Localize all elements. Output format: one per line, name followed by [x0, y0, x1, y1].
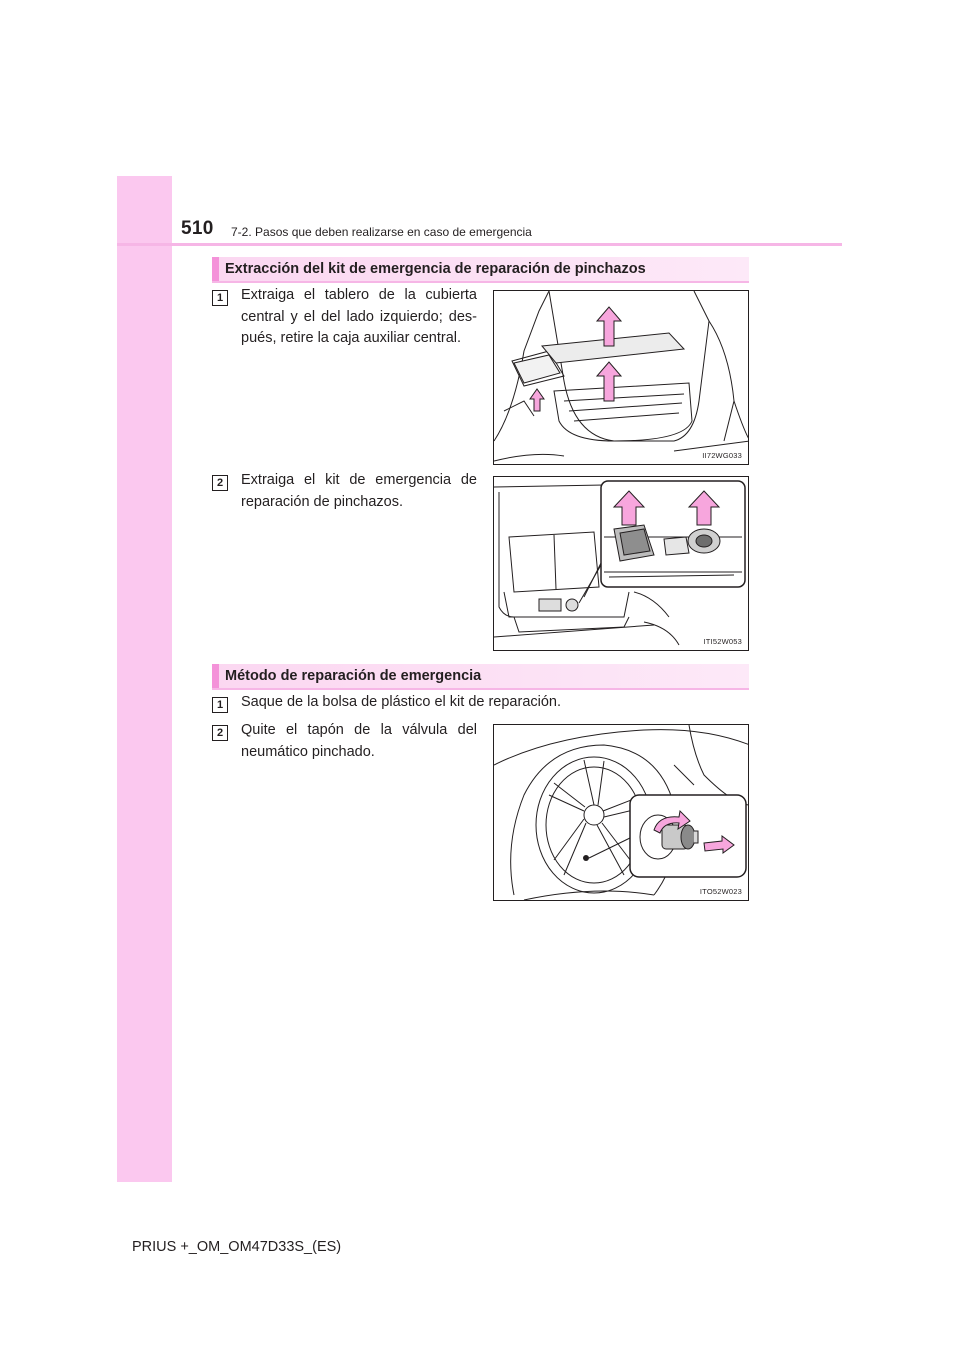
chapter-title: 7-2. Pasos que deben realizarse en caso de emergencia	[231, 225, 532, 239]
step-number-badge: 1	[212, 290, 228, 306]
step-number-badge: 1	[212, 697, 228, 713]
page-number: 510	[181, 218, 214, 239]
figure-trunk-cover-removal	[493, 290, 749, 465]
step-number-badge: 2	[212, 725, 228, 741]
header-rule	[117, 243, 842, 246]
step-text: Extraiga el kit de emergencia de reparación de pinchazos.	[241, 472, 477, 510]
step-text: Extraiga el tablero de la cubierta central y el del lado izquierdo; des-pués, retire la caja auxiliar central.	[241, 287, 477, 346]
manual-code: PRIUS +_OM_OM47D33S_(ES)	[132, 1239, 342, 1255]
trunk-cover-illustration	[494, 291, 749, 465]
step-text: Quite el tapón de la válvula del neumático pinchado.	[241, 722, 477, 760]
figure-valve-cap-removal	[493, 724, 749, 901]
figure-code: ITO52W023	[699, 887, 742, 896]
figure-kit-extraction	[493, 476, 749, 651]
kit-extraction-illustration	[494, 477, 749, 651]
side-color-band	[117, 176, 172, 1182]
section-title: Extracción del kit de emergencia de reparación de pinchazos	[225, 261, 646, 277]
section-header-kit-removal	[212, 257, 749, 283]
section-header-emergency-repair	[212, 664, 749, 690]
valve-cap-illustration	[494, 725, 749, 901]
figure-code: II72WG033	[702, 451, 742, 460]
figure-code: ITI52W053	[703, 637, 742, 646]
section-title: Método de reparación de emergencia	[225, 668, 482, 684]
step-text: Saque de la bolsa de plástico el kit de reparación.	[241, 694, 562, 710]
step-number-badge: 2	[212, 475, 228, 491]
